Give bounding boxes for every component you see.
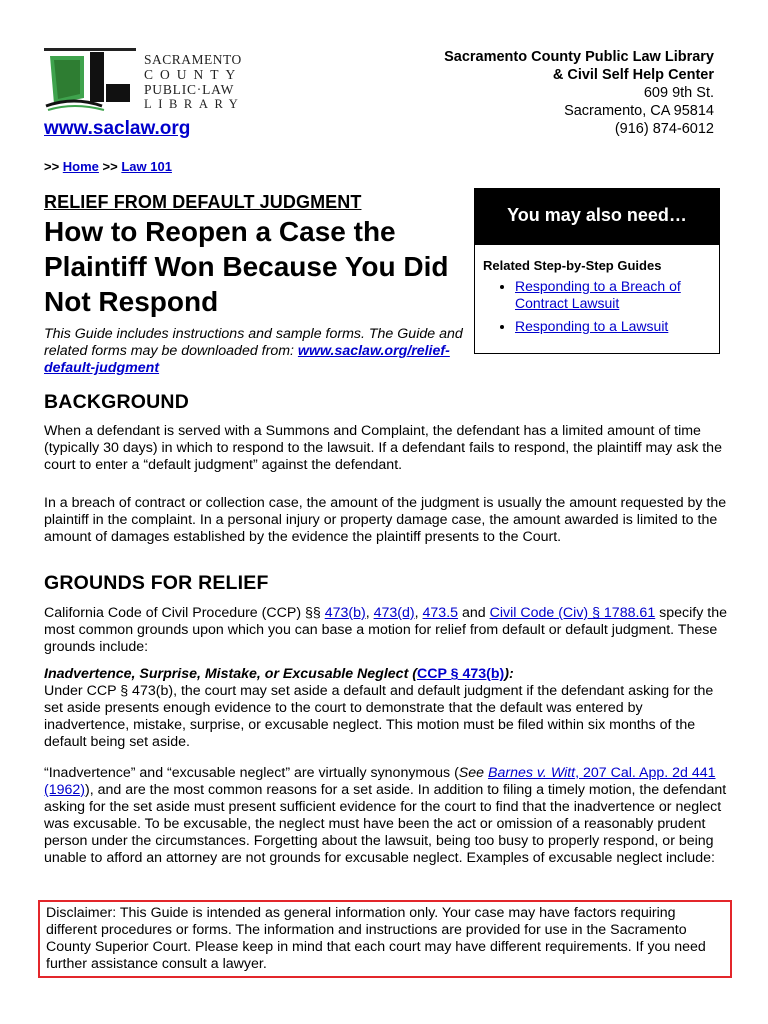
street-address: 609 9th St. bbox=[643, 85, 714, 101]
grounds-text: specify the most common grounds upon which you can base a motion for relief from default or default judgment. These grounds include: bbox=[44, 605, 727, 655]
disclaimer-box: Disclaimer: This Guide is intended as general information only. Your case may have factors requiring different procedures or forms. The information and instructions are provided for use in the Sacramento County Superior Court. Please keep in mind that each court may have different requirements. If you need further assistance consult a lawyer. bbox=[38, 900, 732, 978]
subsection-heading-text: Inadvertence, Surprise, Mistake, or Excusable Neglect ( bbox=[44, 666, 417, 682]
grounds-text: , bbox=[365, 605, 374, 621]
grounds-heading: GROUNDS FOR RELIEF bbox=[44, 572, 269, 594]
breadcrumb bbox=[44, 159, 172, 174]
grounds-paragraph bbox=[44, 605, 728, 656]
guide-intro bbox=[44, 326, 464, 377]
civil-code-link[interactable]: Civil Code (Civ) § 1788.61 bbox=[489, 605, 656, 621]
list-item bbox=[515, 318, 719, 335]
related-guides-list bbox=[475, 278, 719, 335]
background-heading: BACKGROUND bbox=[44, 391, 189, 413]
breadcrumb-separator: >> bbox=[98, 159, 122, 174]
ccp-473b-link[interactable]: 473(b) bbox=[324, 605, 366, 621]
library-address bbox=[444, 48, 714, 138]
logo-text-line: PUBLIC·LAW bbox=[144, 82, 235, 97]
download-link-domain: www.saclaw.org bbox=[297, 343, 408, 359]
page-title: How to Reopen a Case the Plaintiff Won Because You Did Not Respond bbox=[44, 216, 449, 317]
inadvertence-paragraph bbox=[44, 765, 728, 867]
list-item bbox=[515, 278, 719, 312]
breadcrumb-separator: >> bbox=[44, 159, 63, 174]
related-guides-subheading: Related Step-by-Step Guides bbox=[483, 258, 662, 273]
ccp-473b-heading-link[interactable]: CCP § 473(b) bbox=[416, 666, 505, 682]
city-address: Sacramento, CA 95814 bbox=[564, 103, 714, 119]
related-guides-box bbox=[474, 188, 720, 354]
grounds-text: California Code of Civil Procedure (CCP) §§ bbox=[44, 605, 325, 621]
book-logo-icon bbox=[44, 46, 136, 112]
background-paragraph: When a defendant is served with a Summons and Complaint, the defendant has a limited amount of time (typically 30 days) in which to respond to the lawsuit. If a defendant fails to respond, the plaintiff may ask the court to enter a “default judgment” against the defendant. bbox=[44, 423, 722, 473]
excusable-neglect-text: Under CCP § 473(b), the court may set aside a default and default judgment if the defendant asking for the set aside presents enough evidence to the court to demonstrate that the default was entered by inadvertence, mistake, surprise, or excusable neglect. This motion must be filed within six months of the default being set aside. bbox=[44, 683, 714, 750]
case-name: Barnes v. Witt bbox=[488, 765, 576, 781]
breach-of-contract-guide-link[interactable]: Responding to a Breach of Contract Lawsuit bbox=[515, 278, 681, 311]
inadvertence-text: ), and are the most common reasons for a set aside. In addition to filing a timely motion, the defendant asking for the set aside must present sufficient evidence for the court to find that the inadvertence or neglect was excusable. To be excusable, the neglect must have been the act or omission of a reasonably prudent person under the circumstances. Forgetting about the lawsuit, being too busy to properly respond, or being unable to afford an attorney are not grounds for excusable neglect. Examples of excusable neglect include: bbox=[44, 782, 727, 866]
intro-text: This Guide includes instructions and sample forms. The Guide and related forms may be downloaded from: bbox=[44, 326, 463, 359]
ccp-4735-link[interactable]: 473.5 bbox=[422, 605, 459, 621]
background-paragraph: In a breach of contract or collection case, the amount of the judgment is usually the amount requested by the plaintiff in the complaint. In a personal injury or property damage case, the amount awarded is limited to the amount of damages established by the evidence the plaintiff presents to the Court. bbox=[44, 495, 727, 545]
download-link-path: /relief-default-judgment bbox=[44, 343, 450, 376]
responding-lawsuit-guide-link[interactable]: Responding to a Lawsuit bbox=[515, 318, 669, 334]
logo-text-line: LIBRARY bbox=[144, 97, 245, 111]
case-citation: , 207 Cal. App. 2d 441 (1962) bbox=[44, 765, 716, 798]
breadcrumb-home-link[interactable]: Home bbox=[62, 159, 99, 174]
org-subname: & Civil Self Help Center bbox=[552, 67, 714, 83]
ccp-473d-link[interactable]: 473(d) bbox=[373, 605, 415, 621]
org-name: Sacramento County Public Law Library bbox=[444, 49, 714, 65]
grounds-text: and bbox=[458, 605, 490, 621]
grounds-text: , bbox=[414, 605, 423, 621]
guide-kicker: RELIEF FROM DEFAULT JUDGMENT bbox=[44, 192, 362, 212]
excusable-neglect-section bbox=[44, 666, 728, 751]
site-url-link[interactable]: www.saclaw.org bbox=[44, 118, 191, 139]
related-guides-heading: You may also need… bbox=[475, 189, 719, 245]
logo-text-line: COUNTY bbox=[144, 67, 243, 82]
logo-text-line: SACRAMENTO bbox=[144, 52, 242, 67]
subsection-heading bbox=[44, 666, 514, 682]
subsection-heading-close: ): bbox=[504, 666, 514, 682]
breadcrumb-law101-link[interactable]: Law 101 bbox=[121, 159, 172, 174]
inadvertence-text: “Inadvertence” and “excusable neglect” are virtually synonymous ( bbox=[44, 765, 459, 781]
phone-number: (916) 874-6012 bbox=[614, 121, 714, 137]
see-signal: See bbox=[458, 765, 485, 781]
library-logo bbox=[44, 46, 254, 116]
